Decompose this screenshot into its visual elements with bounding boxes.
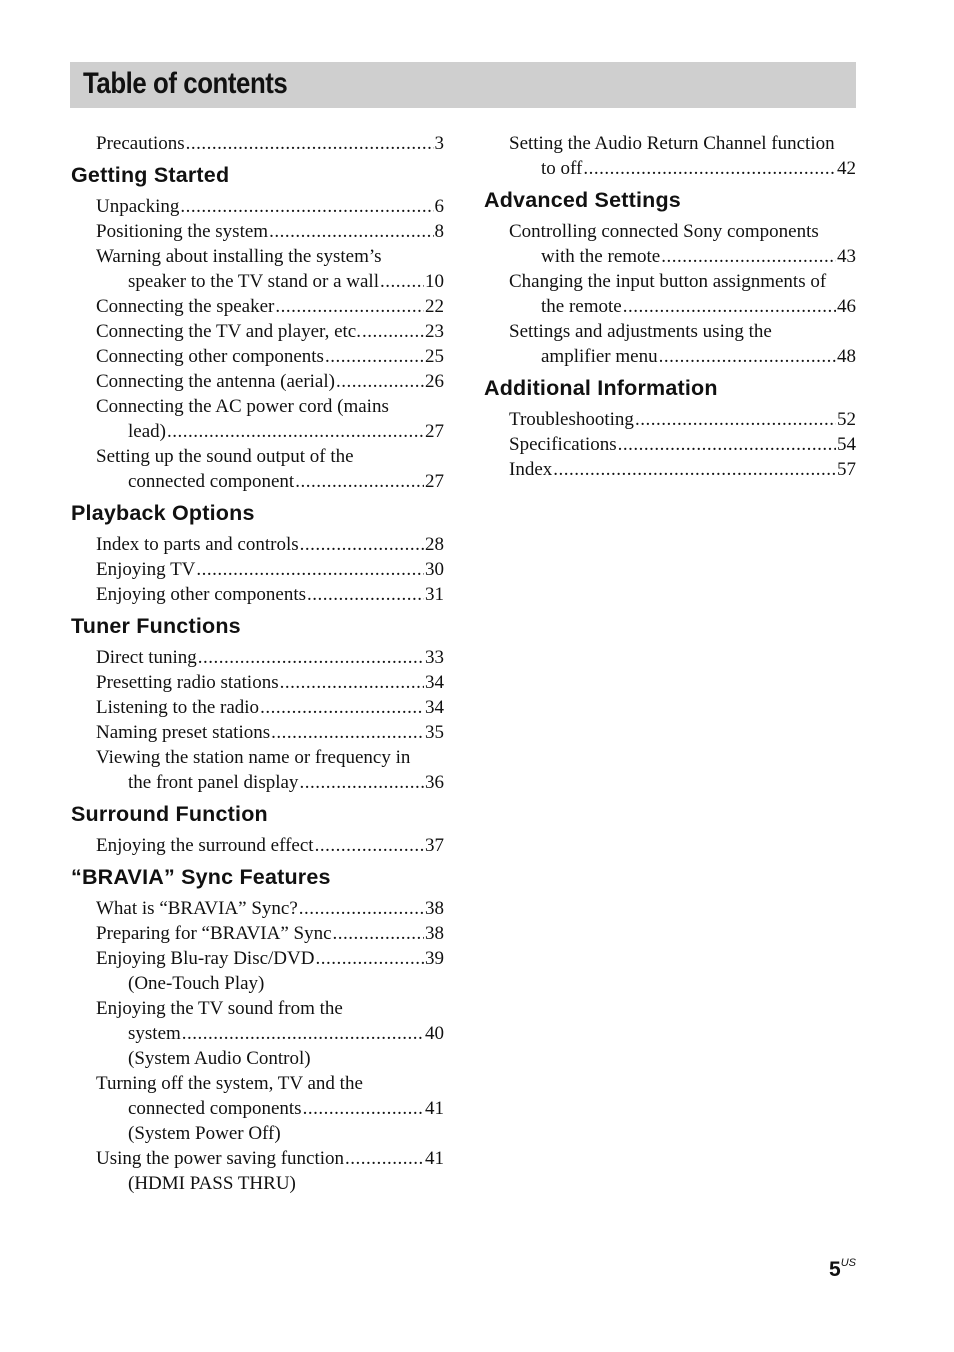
toc-entry-line bbox=[70, 219, 444, 244]
toc-entry[interactable] bbox=[70, 557, 444, 582]
toc-entry-line bbox=[70, 294, 444, 319]
toc-page-number: 38 bbox=[425, 923, 444, 944]
toc-entry-text: Setting the Audio Return Channel function bbox=[509, 133, 835, 154]
toc-page-number: 23 bbox=[425, 321, 444, 342]
toc-entry-text: Listening to the radio bbox=[96, 697, 260, 718]
toc-left-column bbox=[70, 131, 444, 1196]
section-heading-getting-started: Getting Started bbox=[71, 163, 230, 187]
toc-entry-line bbox=[483, 457, 856, 482]
toc-page-number: 30 bbox=[425, 559, 444, 580]
toc-entry-text: Index bbox=[509, 459, 553, 480]
toc-entry-line bbox=[70, 833, 444, 858]
section-heading-bravia-sync-features: “BRAVIA” Sync Features bbox=[71, 865, 331, 889]
toc-entry-text: Positioning the system bbox=[96, 221, 269, 242]
toc-entry[interactable] bbox=[483, 269, 856, 319]
toc-entry-text: Connecting the TV and player, etc. bbox=[96, 321, 361, 342]
toc-entry-line bbox=[70, 557, 444, 582]
toc-entry[interactable] bbox=[70, 444, 444, 494]
toc-entry-line bbox=[70, 921, 444, 946]
toc-entry-text: amplifier menu bbox=[541, 346, 658, 367]
toc-entry[interactable] bbox=[70, 344, 444, 369]
toc-page-number: 6 bbox=[434, 196, 444, 217]
toc-entry-line bbox=[70, 1171, 444, 1196]
toc-entry[interactable] bbox=[70, 394, 444, 444]
toc-entry-text: system bbox=[128, 1023, 181, 1044]
toc-page-number: 40 bbox=[425, 1023, 444, 1044]
toc-entry-line bbox=[70, 770, 444, 795]
toc-entry-text: Connecting the speaker bbox=[96, 296, 275, 317]
toc-entry[interactable] bbox=[483, 319, 856, 369]
toc-entry[interactable] bbox=[70, 695, 444, 720]
toc-entry-line bbox=[70, 1046, 444, 1071]
dot-leader bbox=[380, 269, 424, 294]
toc-page-number: 25 bbox=[425, 346, 444, 367]
toc-entry[interactable] bbox=[70, 996, 444, 1071]
toc-entry-text: Enjoying the surround effect bbox=[96, 835, 314, 856]
toc-entry-text: Unpacking bbox=[96, 196, 180, 217]
toc-page-number: 38 bbox=[425, 898, 444, 919]
toc-entry-line bbox=[70, 996, 444, 1021]
title-bar bbox=[70, 62, 856, 108]
page-number bbox=[829, 1258, 856, 1282]
dot-leader bbox=[659, 344, 836, 369]
toc-entry-line bbox=[483, 407, 856, 432]
dot-leader bbox=[336, 369, 424, 394]
toc-entry-line bbox=[70, 971, 444, 996]
toc-entry[interactable] bbox=[70, 1146, 444, 1196]
dot-leader bbox=[182, 1021, 424, 1046]
toc-page-number: 37 bbox=[425, 835, 444, 856]
toc-page-number: 54 bbox=[837, 434, 856, 455]
toc-page-number: 31 bbox=[425, 584, 444, 605]
toc-entry[interactable] bbox=[70, 833, 444, 858]
toc-entry-text: Direct tuning bbox=[96, 647, 197, 668]
dot-leader bbox=[315, 833, 424, 858]
dot-leader bbox=[303, 1096, 424, 1121]
toc-page-number: 3 bbox=[434, 133, 444, 154]
toc-entry[interactable] bbox=[483, 457, 856, 482]
toc-entry[interactable] bbox=[70, 319, 444, 344]
toc-entry[interactable] bbox=[483, 432, 856, 457]
toc-entry[interactable] bbox=[483, 219, 856, 269]
toc-entry-line bbox=[70, 1121, 444, 1146]
toc-entry-line bbox=[483, 432, 856, 457]
toc-entry-line bbox=[70, 946, 444, 971]
toc-entry[interactable] bbox=[70, 745, 444, 795]
toc-entry-text: What is “BRAVIA” Sync? bbox=[96, 898, 298, 919]
toc-page-number: 26 bbox=[425, 371, 444, 392]
toc-entry-text: (HDMI PASS THRU) bbox=[128, 1173, 296, 1194]
toc-entry[interactable] bbox=[70, 720, 444, 745]
toc-entry[interactable] bbox=[70, 244, 444, 294]
dot-leader bbox=[280, 670, 424, 695]
toc-page-number: 27 bbox=[425, 471, 444, 492]
toc-entry-line bbox=[483, 269, 856, 294]
toc-entry[interactable] bbox=[70, 645, 444, 670]
toc-entry-line bbox=[70, 1146, 444, 1171]
toc-entry-line bbox=[70, 244, 444, 269]
toc-entry-text: Setting up the sound output of the bbox=[96, 446, 354, 467]
toc-entry-text: (System Power Off) bbox=[128, 1123, 281, 1144]
toc-entry-line bbox=[483, 131, 856, 156]
toc-entry-text: Settings and adjustments using the bbox=[509, 321, 772, 342]
toc-page-number: 35 bbox=[425, 722, 444, 743]
toc-entry-line bbox=[483, 156, 856, 181]
toc-entry-text: Specifications bbox=[509, 434, 617, 455]
toc-entry-text: Viewing the station name or frequency in bbox=[96, 747, 411, 768]
toc-entry-text: Using the power saving function bbox=[96, 1148, 345, 1169]
toc-page-number: 34 bbox=[425, 697, 444, 718]
toc-entry-text: Enjoying Blu-ray Disc/DVD bbox=[96, 948, 315, 969]
toc-entry-line bbox=[70, 444, 444, 469]
toc-page-number: 28 bbox=[425, 534, 444, 555]
toc-entry-text: Warning about installing the system’s bbox=[96, 246, 382, 267]
dot-leader bbox=[362, 319, 424, 344]
toc-entry-text: Troubleshooting bbox=[509, 409, 634, 430]
toc-entry-text: with the remote bbox=[541, 246, 661, 267]
dot-leader bbox=[167, 419, 424, 444]
toc-page-number: 46 bbox=[837, 296, 856, 317]
toc-entry-line bbox=[70, 194, 444, 219]
toc-entry[interactable] bbox=[70, 921, 444, 946]
dot-leader bbox=[333, 921, 424, 946]
toc-entry-text: Changing the input button assignments of bbox=[509, 271, 827, 292]
toc-entry-line bbox=[70, 1096, 444, 1121]
toc-entry-line bbox=[483, 319, 856, 344]
toc-page-number: 48 bbox=[837, 346, 856, 367]
toc-page-number: 43 bbox=[837, 246, 856, 267]
toc-entry-text: Naming preset stations bbox=[96, 722, 271, 743]
toc-entry-text: connected component bbox=[128, 471, 295, 492]
toc-entry-line bbox=[70, 532, 444, 557]
toc-page-number: 36 bbox=[425, 772, 444, 793]
toc-entry-line bbox=[70, 469, 444, 494]
toc-page-number: 57 bbox=[837, 459, 856, 480]
toc-entry[interactable] bbox=[70, 896, 444, 921]
dot-leader bbox=[661, 244, 836, 269]
toc-entry-line bbox=[483, 219, 856, 244]
dot-leader bbox=[260, 695, 424, 720]
toc-entry-text: (System Audio Control) bbox=[128, 1048, 311, 1069]
dot-leader bbox=[583, 156, 836, 181]
toc-entry[interactable] bbox=[70, 1071, 444, 1146]
dot-leader bbox=[553, 457, 836, 482]
dot-leader bbox=[295, 469, 424, 494]
toc-entry-line bbox=[70, 131, 444, 156]
toc-entry-line bbox=[70, 319, 444, 344]
toc-page-number: 41 bbox=[425, 1148, 444, 1169]
toc-entry-text: Connecting the antenna (aerial) bbox=[96, 371, 335, 392]
toc-entry[interactable] bbox=[70, 219, 444, 244]
dot-leader bbox=[618, 432, 836, 457]
toc-entry[interactable] bbox=[70, 582, 444, 607]
toc-entry-text: Index to parts and controls bbox=[96, 534, 299, 555]
toc-entry-text: Enjoying other components bbox=[96, 584, 307, 605]
dot-leader bbox=[196, 557, 424, 582]
page-title: Table of contents bbox=[83, 67, 288, 100]
toc-entry-text: Controlling connected Sony components bbox=[509, 221, 819, 242]
toc-entry-text: Enjoying the TV sound from the bbox=[96, 998, 343, 1019]
dot-leader bbox=[300, 532, 424, 557]
toc-entry[interactable] bbox=[70, 670, 444, 695]
toc-entry-text: to off bbox=[541, 158, 583, 179]
toc-page-number: 10 bbox=[425, 271, 444, 292]
toc-entry-line bbox=[70, 369, 444, 394]
toc-page-number: 39 bbox=[425, 948, 444, 969]
toc-entry-text: the remote bbox=[541, 296, 622, 317]
toc-entry-line bbox=[70, 582, 444, 607]
toc-entry-text: connected components bbox=[128, 1098, 302, 1119]
toc-page-number: 34 bbox=[425, 672, 444, 693]
section-heading-advanced-settings: Advanced Settings bbox=[484, 188, 681, 212]
toc-entry-text: Connecting other components bbox=[96, 346, 324, 367]
toc-entry-line bbox=[483, 244, 856, 269]
dot-leader bbox=[180, 194, 433, 219]
page-number-suffix: US bbox=[840, 1257, 856, 1269]
section-heading-playback-options: Playback Options bbox=[71, 501, 255, 525]
dot-leader bbox=[271, 720, 424, 745]
toc-entry-text: Preparing for “BRAVIA” Sync bbox=[96, 923, 332, 944]
toc-page-number: 42 bbox=[837, 158, 856, 179]
toc-entry-line bbox=[70, 745, 444, 770]
toc-entry[interactable] bbox=[70, 294, 444, 319]
dot-leader bbox=[623, 294, 836, 319]
toc-entry[interactable] bbox=[70, 131, 444, 156]
toc-page-number: 41 bbox=[425, 1098, 444, 1119]
toc-entry-line bbox=[70, 344, 444, 369]
toc-entry[interactable] bbox=[70, 194, 444, 219]
toc-entry-text: Precautions bbox=[96, 133, 185, 154]
toc-entry-line bbox=[483, 344, 856, 369]
toc-entry[interactable] bbox=[70, 369, 444, 394]
dot-leader bbox=[198, 645, 424, 670]
toc-entry-text: Presetting radio stations bbox=[96, 672, 279, 693]
dot-leader bbox=[275, 294, 424, 319]
toc-entry-line bbox=[70, 695, 444, 720]
toc-page-number: 33 bbox=[425, 647, 444, 668]
toc-entry-line bbox=[70, 896, 444, 921]
toc-entry-line bbox=[70, 419, 444, 444]
section-heading-surround-function: Surround Function bbox=[71, 802, 268, 826]
toc-entry-line bbox=[70, 1021, 444, 1046]
dot-leader bbox=[299, 896, 424, 921]
toc-entry-text: speaker to the TV stand or a wall bbox=[128, 271, 379, 292]
toc-right-column bbox=[483, 131, 856, 482]
toc-page-number: 27 bbox=[425, 421, 444, 442]
toc-entry-text: Turning off the system, TV and the bbox=[96, 1073, 363, 1094]
toc-entry-line bbox=[483, 294, 856, 319]
toc-page-number: 52 bbox=[837, 409, 856, 430]
toc-entry[interactable] bbox=[483, 407, 856, 432]
dot-leader bbox=[325, 344, 424, 369]
dot-leader bbox=[315, 946, 424, 971]
toc-entry-text: Enjoying TV bbox=[96, 559, 196, 580]
toc-entry-line bbox=[70, 1071, 444, 1096]
toc-entry-text: the front panel display bbox=[128, 772, 299, 793]
toc-entry-text: lead) bbox=[128, 421, 166, 442]
page-number-value: 5 bbox=[829, 1258, 841, 1281]
toc-page-number: 8 bbox=[434, 221, 444, 242]
dot-leader bbox=[269, 219, 433, 244]
toc-entry-line bbox=[70, 394, 444, 419]
toc-entry[interactable] bbox=[70, 946, 444, 996]
toc-entry-line bbox=[70, 269, 444, 294]
toc-entry-text: Connecting the AC power cord (mains bbox=[96, 396, 389, 417]
dot-leader bbox=[186, 131, 434, 156]
toc-entry-line bbox=[70, 645, 444, 670]
toc-entry-line bbox=[70, 670, 444, 695]
dot-leader bbox=[345, 1146, 424, 1171]
dot-leader bbox=[307, 582, 424, 607]
dot-leader bbox=[299, 770, 424, 795]
toc-page-number: 22 bbox=[425, 296, 444, 317]
section-heading-additional-information: Additional Information bbox=[484, 376, 718, 400]
toc-entry-text: (One-Touch Play) bbox=[128, 973, 265, 994]
toc-entry[interactable] bbox=[70, 532, 444, 557]
toc-entry-line bbox=[70, 720, 444, 745]
dot-leader bbox=[635, 407, 836, 432]
toc-entry[interactable] bbox=[483, 131, 856, 181]
section-heading-tuner-functions: Tuner Functions bbox=[71, 614, 241, 638]
